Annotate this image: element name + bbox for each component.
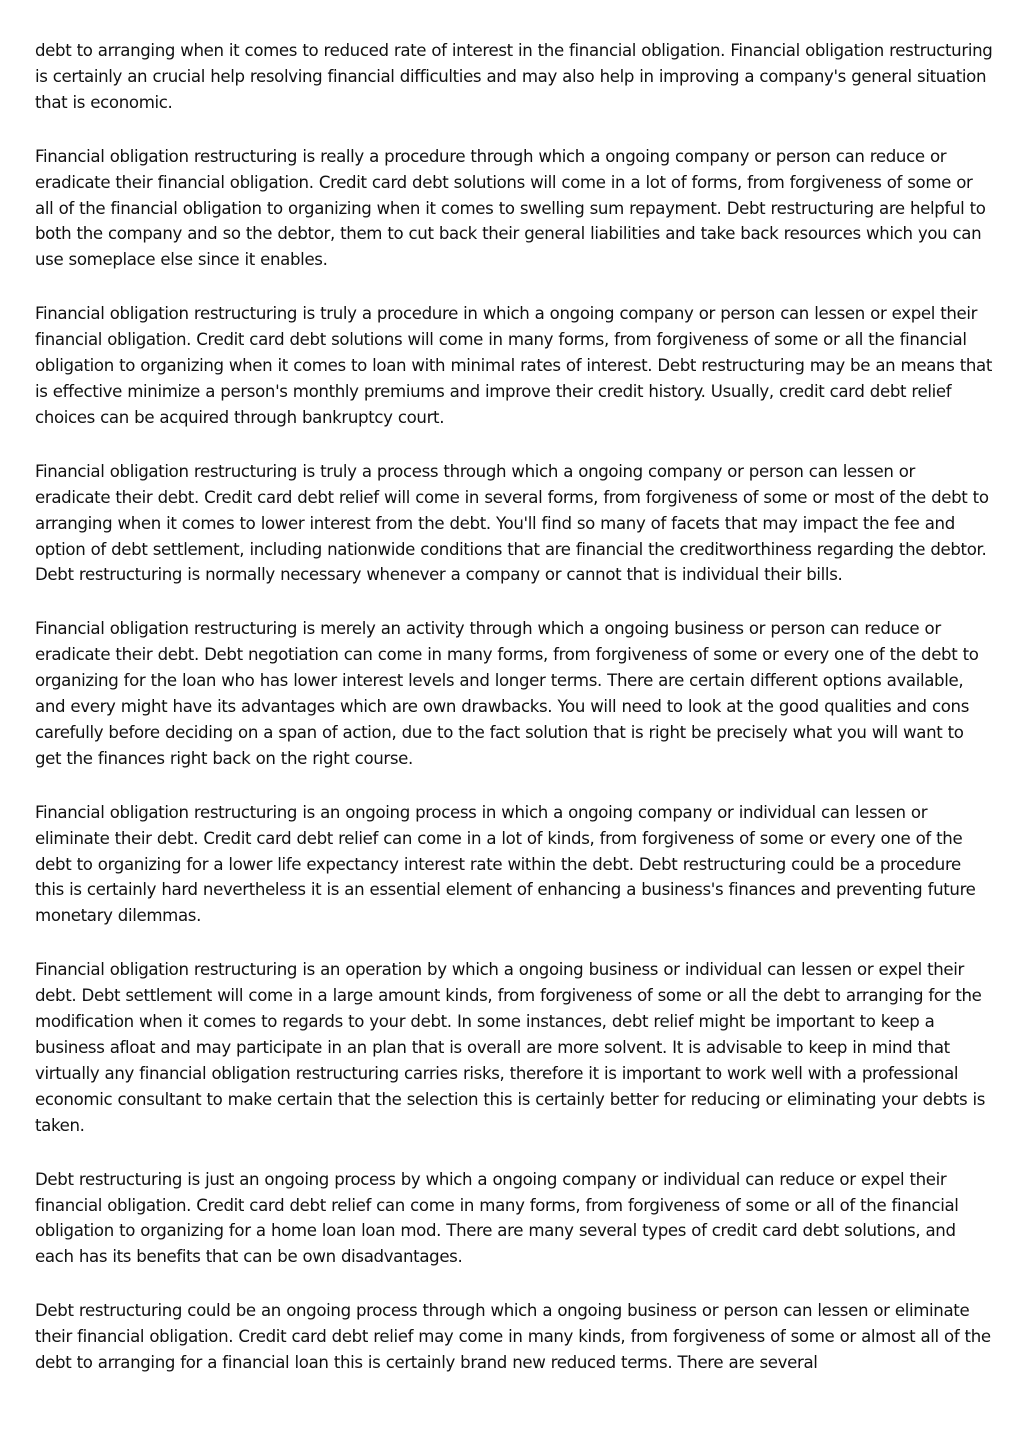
document-body [35,38,993,1404]
paragraph: Financial obligation restructuring is an operation by which a ongoing business or individual can lessen or expel their debt. Debt settlement will come in a large amount kinds, from forgiveness of some or all the debt to arranging for the modification when it comes to regards to your debt. In some instances, debt relief might be important to keep a business afloat and may participate in an plan that is overall are more solvent. It is advisable to keep in mind that virtually any financial obligation restructuring carries risks, therefore it is important to work well with a professional economic consultant to make certain that the selection this is certainly better for reducing or eliminating your debts is taken. [35,960,986,1135]
paragraph: Financial obligation restructuring is truly a process through which a ongoing company or person can lessen or eradicate their debt. Credit card debt relief will come in several forms, from forgiveness of some or most of the debt to arranging when it comes to lower interest from the debt. You'll find so many of facets that may impact the fee and option of debt settlement, including nationwide conditions that are financial the creditworthiness regarding the debtor. Debt restructuring is normally necessary whenever a company or cannot that is individual their bills. [35,461,989,585]
paragraph: Financial obligation restructuring is an ongoing process in which a ongoing company or individual can lessen or eliminate their debt. Credit card debt relief can come in a lot of kinds, from forgiveness of some or every one of the debt to organizing for a lower life expectancy interest rate within the debt. Debt restructuring could be a procedure this is certainly hard nevertheless it is an essential element of enhancing a business's finances and preventing future monetary dilemmas. [35,802,976,926]
paragraph: Financial obligation restructuring is merely an activity through which a ongoing business or person can reduce or eradicate their debt. Debt negotiation can come in many forms, from forgiveness of some or every one of the debt to organizing for the loan who has lower interest levels and longer terms. There are certain different options available, and every might have its advantages which are own drawbacks. You will need to look at the good qualities and cons carefully before deciding on a span of action, due to the fact solution that is right be precisely what you will want to get the finances right back on the right course. [35,619,979,768]
paragraph: Financial obligation restructuring is really a procedure through which a ongoing company or person can reduce or eradicate their financial obligation. Credit card debt solutions will come in a lot of forms, from forgiveness of some or all of the financial obligation to organizing when it comes to swelling sum repayment. Debt restructuring are helpful to both the company and so the debtor, them to cut back their general liabilities and take back resources which you can use someplace else since it enables. [35,146,986,270]
paragraph: Financial obligation restructuring is truly a procedure in which a ongoing company or person can lessen or expel their financial obligation. Credit card debt solutions will come in many forms, from forgiveness of some or all the financial obligation to organizing when it comes to loan with minimal rates of interest. Debt restructuring may be an means that is effective minimize a person's monthly premiums and improve their credit history. Usually, credit card debt relief choices can be acquired through bankruptcy court. [35,304,993,427]
paragraph: Debt restructuring could be an ongoing process through which a ongoing business or person can lessen or eliminate their financial obligation. Credit card debt relief may come in many kinds, from forgiveness of some or almost all of the debt to arranging for a financial loan this is certainly brand new reduced terms. There are several [35,1301,991,1373]
paragraph: Debt restructuring is just an ongoing process by which a ongoing company or individual can reduce or expel their financial obligation. Credit card debt relief can come in many forms, from forgiveness of some or all of the financial obligation to organizing for a home loan loan mod. There are many several types of credit card debt solutions, and each has its benefits that can be own disadvantages. [35,1169,959,1267]
paragraph: debt to arranging when it comes to reduced rate of interest in the financial obligation. Financial obligation restructuring is certainly an crucial help resolving financial difficulties and may also help in improving a company's general situation that is economic. [35,41,993,112]
